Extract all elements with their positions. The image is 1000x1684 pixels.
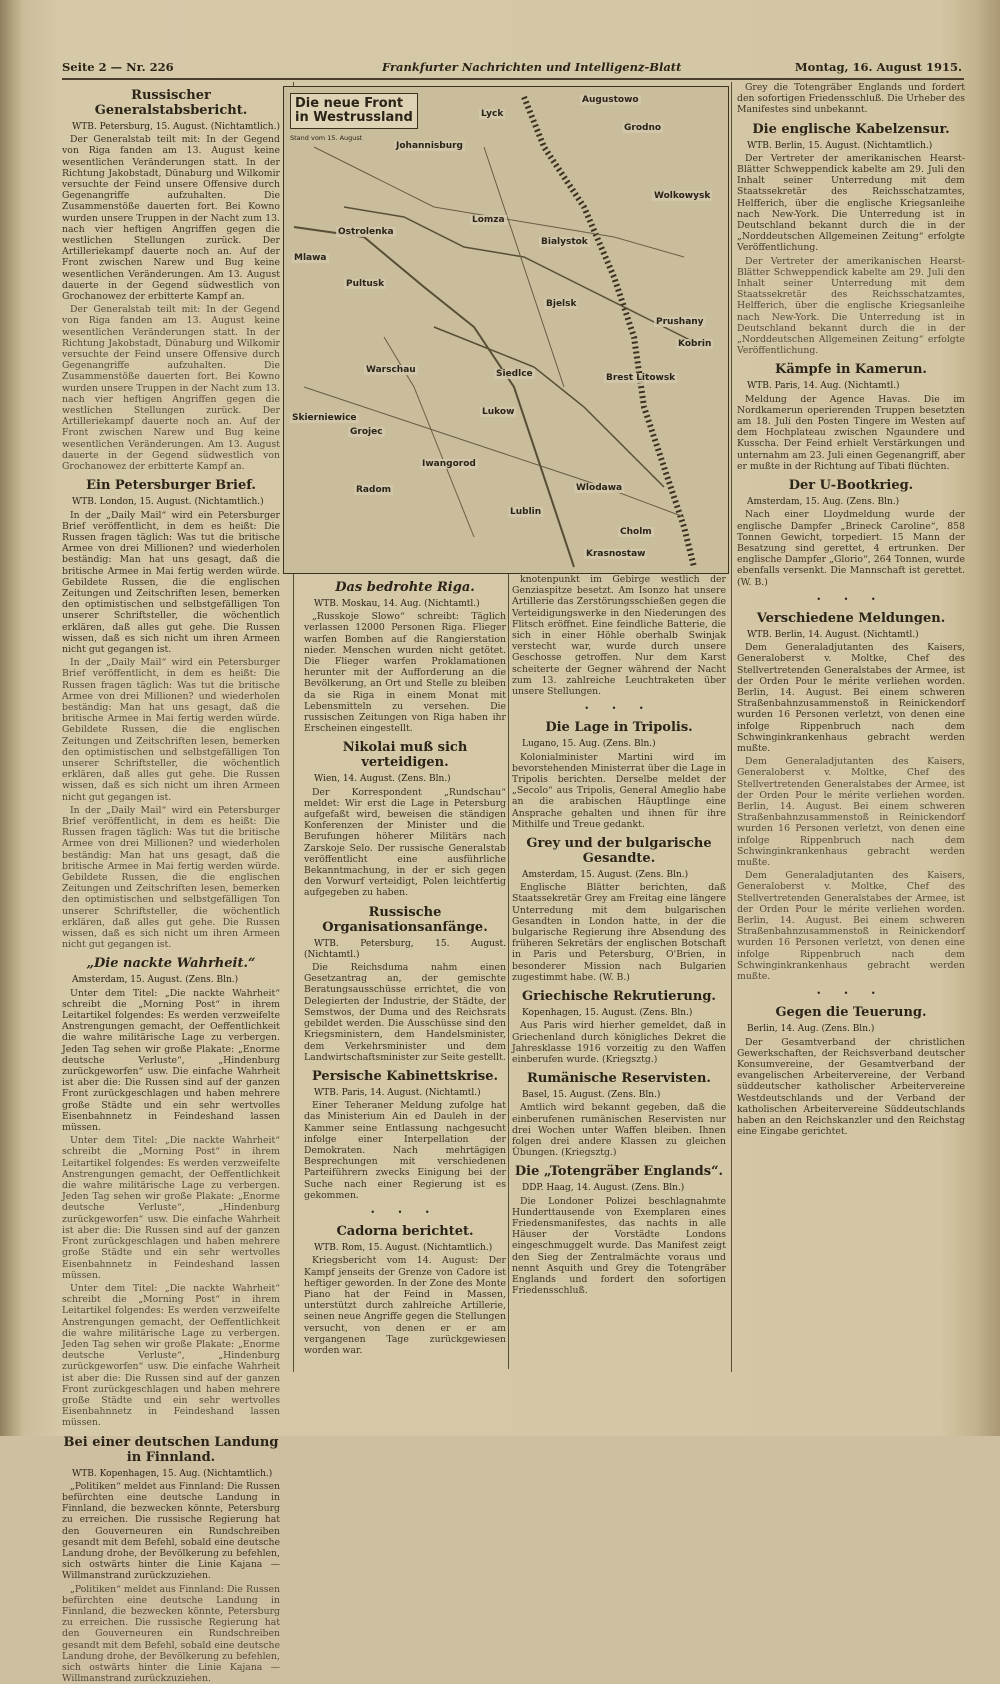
dateline: Kopenhagen, 15. August. (Zens. Bln.) [522, 1008, 693, 1019]
article-body: Der Gesamtverband der christlichen Gewerkschaften, der Reichsverband deutscher Konsumvereine, der Gesamtverband der evangelischen Arbeitervereine, der Verband süddeutscher katholischer Arbeitervereine Westdeutschlands und der Verband der katholischen Arbeitervereine Süddeutschlands haben an den Reichskanzler und den Reichstag eine Eingabe gerichtet. [737, 1036, 965, 1138]
article-body: Unter dem Titel: „Die nackte Wahrheit“ schreibt die „Morning Post“ in ihrem Leitartikel folgendes: Es werden verzweifelte Anstrengungen gemacht, der Oeffentlichkeit die wahre militärische Lage zu verbergen. Jeden Tag sehen wir große Plakate: „Enorme deutsche Verluste“, „Hindenburg zurückgeworfen“ usw. Die einfache Wahrheit ist aber die: Die Russen sind auf der ganzen Front zurückgeschlagen und haben mehrere große Städte und ein sehr wertvolles Eisenbahnnetz in Feindeshand lassen müssen. [62, 1135, 280, 1281]
headline-teuerung: Gegen die Teuerung. [775, 1005, 927, 1021]
dateline: Amsterdam, 15. August. (Zens. Bln.) [72, 975, 239, 986]
headline-meldungen: Verschiedene Meldungen. [756, 610, 946, 626]
headline-totengraeber: Die „Totengräber Englands“. [514, 1164, 724, 1180]
dateline: WTB. Kopenhagen, 15. Aug. (Nichtamtlich.) [72, 1468, 273, 1479]
headline-generalstab: Russischer Generalstabsbericht. [94, 88, 248, 118]
page-number: Seite 2 — Nr. 226 [62, 60, 174, 74]
city-brest: Brest Litowsk [606, 373, 676, 383]
article-body: „Russkoje Slowo“ schreibt: Täglich verlassen 12000 Personen Riga. Flieger warfen Bomben auf die Rangierstation nieder. Menschen wurden nicht getötet. Die Flieger warfen Proklamationen herunter mit der Aufforderung an die Bevölkerung, an Ort und Stelle zu bleiben da sie Riga in einem Monat mit Lebensmitteln zu versehen. Die russischen Zeitungen von Riga haben ihr Erscheinen eingestellt. [304, 611, 506, 735]
city-pultusk: Pultusk [346, 279, 385, 289]
front-map [283, 86, 729, 574]
city-lukow: Lukow [482, 407, 515, 417]
section-separator: • • • [584, 704, 654, 714]
article-body: Unter dem Titel: „Die nackte Wahrheit“ schreibt die „Morning Post“ in ihrem Leitartikel folgendes: Es werden verzweifelte Anstrengungen gemacht, der Oeffentlichkeit die wahre militärische Lage zu verbergen. Jeden Tag sehen wir große Plakate: „Enorme deutsche Verluste“, „Hindenburg zurückgeworfen“ usw. Die einfache Wahrheit ist aber die: Die Russen sind auf der ganzen Front zurückgeschlagen und haben mehrere große Städte und ein sehr wertvolles Eisenbahnnetz in Feindeshand lassen müssen. [62, 1282, 280, 1429]
headline-grey-bulgaria: Grey und der bulgarische Gesandte. [526, 836, 712, 867]
article-body: „Politiken“ meldet aus Finnland: Die Russen befürchten eine deutsche Landung in Finnland, die bezwecken könnte, Petersburg zu erreichen. Die russische Regierung hat den Gouverneuren ein Rundschreiben gesandt mit dem Befehl, sobald eine deutsche Landung drohe, der Bevölkerung zu befehlen, sich ostwärts hinter die Linie Kajana — Willmanstrand zurückzuziehen. [62, 1480, 280, 1582]
article-body: In der „Daily Mail“ wird ein Petersburger Brief veröffentlicht, in dem es heißt: Die Russen fragen täglich: Was tut die britische Armee von drei Millionen? und wiederholen beständig: Man hat uns gesagt, daß die britische Armee in Mai fertig werden würde. Gebildete Russen, die die englischen Zeitungen und Zeitschriften lesen, bemerken den optimistischen und selbstgefälligen Ton unserer Schriftsteller, die wöchentlich erklären, daß alles gut gehe. Die Russen wissen, daß es sich nicht um ihren Armeen nicht gut gegangen ist. [62, 657, 280, 803]
article-body: Der Vertreter der amerikanischen Hearst-Blätter Schweppendick kabelte am 29. Juli den Inhalt seiner Unterredung mit dem Staatssekretär des Reichsschatzamtes, Helfferich, über die englische Kriegsanleihe nach New-York. Die Unterredung ist in Deutschland bekannt durch die in der „Norddeutschen Allgemeinen Zeitung“ erfolgte Veröffentlichung. [737, 255, 965, 357]
dateline: WTB. Paris, 14. Aug. (Nichtamtl.) [747, 381, 900, 392]
section-separator: • • • [370, 1207, 440, 1217]
column-1 [62, 82, 280, 1684]
city-siedlce: Siedlce [496, 369, 533, 379]
dateline: WTB. Berlin, 14. August. (Nichtamtl.) [747, 629, 919, 640]
city-iwangorod: Iwangorod [422, 459, 476, 469]
masthead [62, 56, 962, 76]
article-body: Der Korrespondent „Rundschau“ meldet: Wir erst die Lage in Petersburg aufgefaßt wird, beweisen die ständigen Konferenzen der Minister und die Berufungen höherer Militärs nach Zarskoje Selo. Der russische Generalstab veröffentlicht eine ausführliche Bekanntmachung, in der er sich gegen den Vorwurf verteidigt, Polen leichtfertig aufgegeben zu haben. [304, 786, 506, 899]
map-drawing [284, 87, 728, 573]
column-4 [737, 82, 965, 1367]
city-augustowo: Augustowo [582, 95, 639, 105]
headline-nackte-wahrheit: „Die nackte Wahrheit.“ [86, 956, 256, 972]
city-lomza: Lomza [472, 215, 505, 225]
article-body: Dem Generaladjutanten des Kaisers, Generaloberst v. Moltke, Chef des Stellvertretenden Generalstabes der Armee, ist der Orden Pour le mérite verliehen worden. Berlin, 14. August. Bei einem schweren Straßenbahnzusammenstoß in Reinickendorf wurden 16 Personen verletzt, von denen eine infolge Rippenbruch nach dem Schwinginkrankenhaus gebracht werden mußte. [737, 870, 965, 983]
article-body: In der „Daily Mail“ wird ein Petersburger Brief veröffentlicht, in dem es heißt: Die Russen fragen täglich: Was tut die britische Armee von drei Millionen? und wiederholen beständig: Man hat uns gesagt, daß die britische Armee in Mai fertig werden würde. Gebildete Russen, die die englischen Zeitungen und Zeitschriften lesen, bemerken den optimistischen und selbstgefälligen Ton unserer Schriftsteller, die wöchentlich erklären, daß alles gut gehe. Die Russen wissen, daß es sich nicht um ihren Armeen nicht gut gegangen ist. [62, 804, 280, 951]
article-body: Kriegsbericht vom 14. August: Der Kampf jenseits der Grenze von Cadore ist heftiger geworden. In der Zone des Monte Piano hat der Feind in Massen, unterstützt durch zahlreiche Artillerie, seinen neue Angriffe gegen die Stellungen versucht, von denen er er am vergangenen Tage zurückgewiesen worden war. [304, 1255, 506, 1356]
dateline: WTB. Berlin, 15. August. (Nichtamtlich.) [747, 140, 933, 151]
dateline: WTB. Paris, 14. August. (Nichtamtl.) [314, 1087, 481, 1098]
article-body: Amtlich wird bekannt gegeben, daß die einberufenen rumänischen Reservisten nur drei Wochen unter Waffen bleiben. Ihnen folgen drei andere Klassen zu gleichen Übungen. (Kriegsztg.) [512, 1102, 726, 1159]
headline-tripolis: Die Lage in Tripolis. [545, 720, 693, 736]
city-lublin: Lublin [510, 507, 542, 517]
section-separator: • • • [816, 594, 886, 604]
article-body: Der Vertreter der amerikanischen Hearst-Blätter Schweppendick kabelte am 29. Juli den Inhalt seiner Unterredung mit dem Staatssekretär des Reichsschatzamtes, Helfferich, über die englische Kriegsanleihe nach New-York. Die Unterredung ist in Deutschland bekannt durch die in der „Norddeutschen Allgemeinen Zeitung“ erfolgte Veröffentlichung. [737, 152, 965, 254]
article-body: Englische Blätter berichten, daß Staatssekretär Grey am Freitag eine längere Unterredung mit dem bulgarischen Gesandten in London hatte, in der die bulgarische Regierung ihre Absendung des früheren Sekretärs der englischen Botschaft in Paris und Petersburg, O'Brien, in besonderer Mission nach Bulgarien zugestimmt habe. (W. B.) [512, 882, 726, 983]
dateline: WTB. Moskau, 14. Aug. (Nichtamtl.) [314, 599, 480, 609]
article-body: Unter dem Titel: „Die nackte Wahrheit“ schreibt die „Morning Post“ in ihrem Leitartikel folgendes: Es werden verzweifelte Anstrengungen gemacht, der Oeffentlichkeit die wahre militärische Lage zu verbergen. Jeden Tag sehen wir große Plakate: „Enorme deutsche Verluste“, „Hindenburg zurückgeworfen“ usw. Die einfache Wahrheit ist aber die: Die Russen sind auf der ganzen Front zurückgeschlagen und haben mehrere große Städte und ein sehr wertvolles Eisenbahnnetz in Feindeshand lassen müssen. [62, 987, 280, 1134]
city-lyck: Lyck [481, 109, 504, 119]
article-body: Meldung der Agence Havas. Die im Nordkamerun operierenden Truppen besetzten am 18. Juli den Posten Tingere im Westen auf dem Hochplateau zwischen Ngaundere und Kusscha. Der Feind erhielt Verstärkungen und unternahm am 23. Juli einen Gegenangriff, aber er mußte in der Richtung auf Tibati flüchten. [737, 393, 965, 472]
column-3 [512, 574, 726, 1369]
article-body: Der Generalstab teilt mit: In der Gegend von Riga fanden am 13. August keine wesentlichen Veränderungen statt. In der Richtung Jakobstadt, Dünaburg und Wilkomir versuchte der Feind unsere Offensive durch Gegenangriffe aufzuhalten. Die Zusammenstöße dauerten fort. Bei Kowno wurden unsere Truppen in der Nacht zum 13. nach vier heftigen Angriffen gegen die westlichen Stellungen zurück. Der Artilleriekampf dauerte noch an. Auf der Front zwischen Narew und Bug keine wesentlichen Veränderungen. Am 13. August dauerte in der Gegend südwestlich von Grochanowez der erbitterte Kampf an. [62, 304, 280, 473]
headline-kabelzensur: Die englische Kabelzensur. [752, 121, 950, 137]
dateline: Basel, 15. August. (Zens. Bln.) [522, 1090, 661, 1101]
column-2 [304, 574, 506, 1369]
city-grodno: Grodno [624, 123, 662, 133]
article-body: knotenpunkt im Gebirge westlich der Genziaspitze besetzt. Am Isonzo hat unsere Artillerie das Zerstörungsschießen gegen die Verteidigungswerke in den Niederungen des Flitsch eröffnet. Eine feindliche Batterie, die sich in einer Höhle oberhalb Swinjak verstecht war, wurde durch unsere Geschosse getroffen. Nur dem Karst scheiterte der Gegner während der Nacht zum 13. zahlreiche Leuchtraketen über unsere Stellungen. [512, 574, 726, 698]
city-cholm: Cholm [620, 527, 652, 537]
dateline: WTB. Petersburg, 15. August. (Nichtamtl.) [304, 938, 506, 960]
headline-persien: Persische Kabinettskrise. [312, 1068, 498, 1084]
article-body: „Politiken“ meldet aus Finnland: Die Russen befürchten eine deutsche Landung in Finnland, die bezwecken könnte, Petersburg zu erreichen. Die russische Regierung hat den Gouverneuren ein Rundschreiben gesandt mit dem Befehl, sobald eine deutsche Landung drohe, der Bevölkerung zu befehlen, sich ostwärts hinter die Linie Kajana — Willmanstrand zurückzuziehen. [62, 1583, 280, 1684]
page-fold [0, 0, 24, 1436]
masthead-rule [62, 78, 964, 80]
dateline: Amsterdam, 15. Aug. (Zens. Bln.) [747, 497, 900, 508]
headline-kamerun: Kämpfe in Kamerun. [775, 362, 927, 378]
map-legend: Stand vom 15. August [290, 134, 363, 142]
headline-rumaenisch: Rumänische Reservisten. [527, 1071, 711, 1087]
city-radom: Radom [356, 485, 392, 495]
dateline: Amsterdam, 15. August. (Zens. Bln.) [522, 870, 689, 881]
headline-nikolai: Nikolai muß sich verteidigen. [342, 740, 468, 771]
article-body: Aus Paris wird hierher gemeldet, daß in Griechenland durch königliches Dekret die Jahresklasse 1916 vorzeitig zu den Waffen einberufen wurde. (Kriegsztg.) [512, 1020, 726, 1065]
article-body: Nach einer Lloydmeldung wurde der englische Dampfer „Brineck Caroline“, 858 Tonnen Gewicht, torpediert. 15 Mann der Besatzung sind gerettet, 4 ertrunken. Der englische Dampfer „Glorio“, 264 Tonnen, wurde ebenfalls versenkt. Die Mannschaft ist gerettet. (W. B.) [737, 509, 965, 588]
dateline: Lugano, 15. Aug. (Zens. Bln.) [522, 739, 656, 750]
headline-u-bootkrieg: Der U-Bootkrieg. [788, 478, 914, 494]
headline-griechisch: Griechische Rekrutierung. [522, 989, 716, 1005]
city-grojec: Grojec [350, 427, 383, 437]
city-krasnostaw: Krasnostaw [586, 549, 646, 559]
city-mlawa: Mlawa [294, 253, 327, 263]
headline-finnland: Bei einer deutschen Landung in Finnland. [63, 1434, 279, 1465]
article-body: Die Londoner Polizei beschlagnahmte Hunderttausende von Exemplaren eines Friedensmanifestes, das nachts in alle Häuser der Vorstädte Londons eingeschmuggelt wurde. Das Manifest zeigt den Sieg der Zentralmächte voraus und nennt Asquith und Grey die Totengräber Englands und fordert den sofortigen Friedensschluß. [512, 1195, 726, 1297]
city-pruzhany: Prushany [656, 317, 704, 327]
city-ostrolenka: Ostrolenka [338, 227, 394, 237]
city-wlodawa: Wlodawa [576, 483, 623, 493]
dateline: Wien, 14. August. (Zens. Bln.) [314, 774, 451, 785]
article-body: Dem Generaladjutanten des Kaisers, Generaloberst v. Moltke, Chef des Stellvertretenden Generalstabes der Armee, ist der Orden Pour le mérite verliehen worden. Berlin, 14. August. Bei einem schweren Straßenbahnzusammenstoß in Reinickendorf wurden 16 Personen verletzt, von denen eine infolge Rippenbruch nach dem Schwinginkrankenhaus gebracht werden mußte. [737, 642, 965, 754]
article-body: Dem Generaladjutanten des Kaisers, Generaloberst v. Moltke, Chef des Stellvertretenden Generalstabes der Armee, ist der Orden Pour le mérite verliehen worden. Berlin, 14. August. Bei einem schweren Straßenbahnzusammenstoß in Reinickendorf wurden 16 Personen verletzt, von denen eine infolge Rippenbruch nach dem Schwinginkrankenhaus gebracht werden mußte. [737, 756, 965, 868]
issue-date: Montag, 16. August 1915. [794, 60, 962, 74]
dateline: Berlin, 14. Aug. (Zens. Bln.) [747, 1024, 875, 1035]
city-bialystok: Bialystok [541, 237, 588, 247]
dateline: WTB. London, 15. August. (Nichtamtlich.) [72, 497, 264, 508]
article-body: In der „Daily Mail“ wird ein Petersburger Brief veröffentlicht, in dem es heißt: Die Russen fragen täglich: Was tut die britische Armee von drei Millionen? und wiederholen beständig: Man hat uns gesagt, daß die britische Armee in Mai fertig werden würde. Gebildete Russen, die die englischen Zeitungen und Zeitschriften lesen, bemerken den optimistischen und selbstgefälligen Ton unserer Schriftsteller, die wöchentlich erklären, daß alles gut gehe. Die Russen wissen, daß es sich nicht um ihren Armeen nicht gut gegangen ist. [62, 509, 280, 655]
city-johannisburg: Johannisburg [396, 141, 463, 151]
column-rule-3 [731, 82, 732, 1372]
headline-organisation: Russische Organisationsanfänge. [322, 904, 488, 935]
city-kobrin: Kobrin [678, 339, 712, 349]
newspaper-title: Frankfurter Nachrichten und Intelligenz-Blatt [382, 60, 682, 74]
city-skierniewice: Skierniewice [292, 413, 357, 423]
article-body: Kolonialminister Martini wird im bevorstehenden Ministerrat über die Lage in Tripolis berichten. Derselbe meldet der „Secolo“ aus Tripolis, General Ameglio habe an die arabischen Häuptlinge eine Ansprache gehalten und ihnen für ihre Mithilfe und Treue gedankt. [512, 751, 726, 830]
dateline: WTB. Petersburg, 15. August. (Nichtamtlich.) [72, 122, 280, 132]
city-wolkowysk: Wolkowysk [654, 191, 711, 201]
article-body: Der Generalstab teilt mit: In der Gegend von Riga fanden am 13. August keine wesentlichen Veränderungen statt. In der Richtung Jakobstadt, Dünaburg und Wilkomir versuchte der Feind unsere Offensive durch Gegenangriffe aufzuhalten. Die Zusammenstöße dauerten fort. Bei Kowno wurden unsere Truppen in der Nacht zum 13. nach vier heftigen Angriffen gegen die westlichen Stellungen zurück. Der Artilleriekampf dauerte noch an. Auf der Front zwischen Narew und Bug keine wesentlichen Veränderungen. Am 13. August dauerte in der Gegend südwestlich von Grochanowez der erbitterte Kampf an. [62, 134, 280, 303]
headline-cadorna: Cadorna berichtet. [336, 1224, 474, 1240]
map-title: Die neue Front in Westrussland [290, 93, 418, 129]
article-body: Grey die Totengräber Englands und fordert den sofortigen Friedensschluß. Die Urheber des Manifestes sind unbekannt. [737, 82, 965, 116]
city-warschau: Warschau [366, 365, 416, 375]
dateline: DDP. Haag, 14. August. (Zens. Bln.) [522, 1183, 685, 1194]
headline-petersburger-brief: Ein Petersburger Brief. [86, 478, 256, 494]
article-body: Einer Teheraner Meldung zufolge hat das Ministerium Ain ed Dauleh in der Kammer seine Entlassung nachgesucht infolge einer Interpellation der Demokraten. Nach mehrtägigen Besprechungen mit verschiedenen Parteiführern zwecks Einigung bei der Suche nach einer Regierung ist es gekommen. [304, 1100, 506, 1201]
headline-riga: Das bedrohte Riga. [335, 580, 475, 595]
city-bjelsk: Bjelsk [546, 299, 577, 309]
column-rule-2 [508, 574, 509, 1369]
article-body: Die Reichsduma nahm einen Gesetzantrag an, der gemischte Beratungsausschüsse errichtet, die von Delegierten der Industrie, der Städte, der Semstwos, der Duma und des Reichsrats gebildet werden. Die Ausschüsse sind den Kriegsministern, dem Handelsminister, dem Verkehrsminister und dem Landwirtschaftsminister zur Seite gestellt. [304, 962, 506, 1063]
dateline: WTB. Rom, 15. August. (Nichtamtlich.) [314, 1243, 493, 1254]
section-separator: • • • [816, 989, 886, 999]
